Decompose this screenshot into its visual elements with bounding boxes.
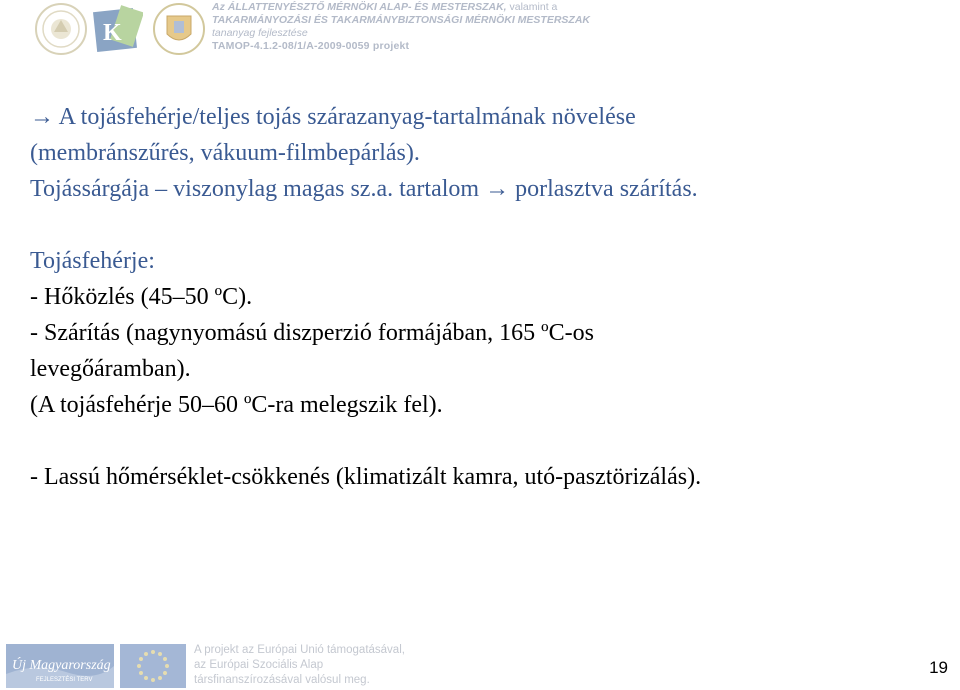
- body-line: (membránszűrés, vákuum-filmbepárlás).: [30, 140, 420, 166]
- body-line: (A tojásfehérje 50–60 ºC-ra melegszik fel).: [30, 392, 443, 418]
- body-line: → A tojásfehérje/teljes tojás szárazanyag-tartalmának növelése: [30, 104, 636, 130]
- slide-body: [30, 99, 950, 495]
- body-heading: Tojásfehérje:: [30, 248, 155, 274]
- body-line: levegőáramban).: [30, 356, 191, 382]
- eu-flag-logo: [120, 644, 186, 688]
- uj-magyarorszag-logo: [6, 644, 114, 688]
- svg-text:FEJLESZTÉSI TERV: FEJLESZTÉSI TERV: [36, 677, 93, 683]
- project-header-text: [212, 1, 772, 53]
- body-line: Tojássárgája – viszonylag magas sz.a. tartalom → porlasztva szárítás.: [30, 176, 698, 202]
- footer-funding-text: [194, 643, 405, 688]
- body-line: - Hőközlés (45–50 ºC).: [30, 284, 253, 310]
- header-project-code: TAMOP-4.1.2-08/1/A-2009-0059 projekt: [212, 40, 410, 52]
- svg-text:Új Magyarország: Új Magyarország: [12, 658, 111, 673]
- footer-line: az Európai Szociális Alap: [194, 659, 324, 671]
- header-line-2: TAKARMÁNYOZÁSI ÉS TAKARMÁNYBIZTONSÁGI MÉRNÖKI MESTERSZAK: [212, 14, 590, 26]
- body-line: - Lassú hőmérséklet-csökkenés (klimatizált kamra, utó-pasztörizálás).: [30, 464, 702, 490]
- university-crest-logo: [152, 2, 206, 56]
- paragraph-spacer: [30, 207, 950, 243]
- slide-header: [0, 0, 960, 60]
- footer-line: A projekt az Európai Unió támogatásával,: [194, 644, 405, 656]
- header-line-3: tananyag fejlesztése: [212, 27, 308, 39]
- k-logo: [93, 4, 143, 54]
- page-number: 19: [929, 658, 948, 677]
- paragraph-spacer: [30, 423, 950, 459]
- header-line-1-suffix: valamint a: [506, 1, 558, 13]
- svg-text:K: K: [103, 20, 122, 46]
- header-line-1: Az ÁLLATTENYÉSZTŐ MÉRNÖKI ALAP- ÉS MESTERSZAK,: [212, 1, 507, 13]
- body-line: - Szárítás (nagynyomású diszperzió formájában, 165 ºC-os: [30, 320, 594, 346]
- university-seal-logo: [34, 2, 88, 56]
- footer-line: társfinanszírozásával valósul meg.: [194, 674, 370, 686]
- slide-footer: [0, 640, 960, 690]
